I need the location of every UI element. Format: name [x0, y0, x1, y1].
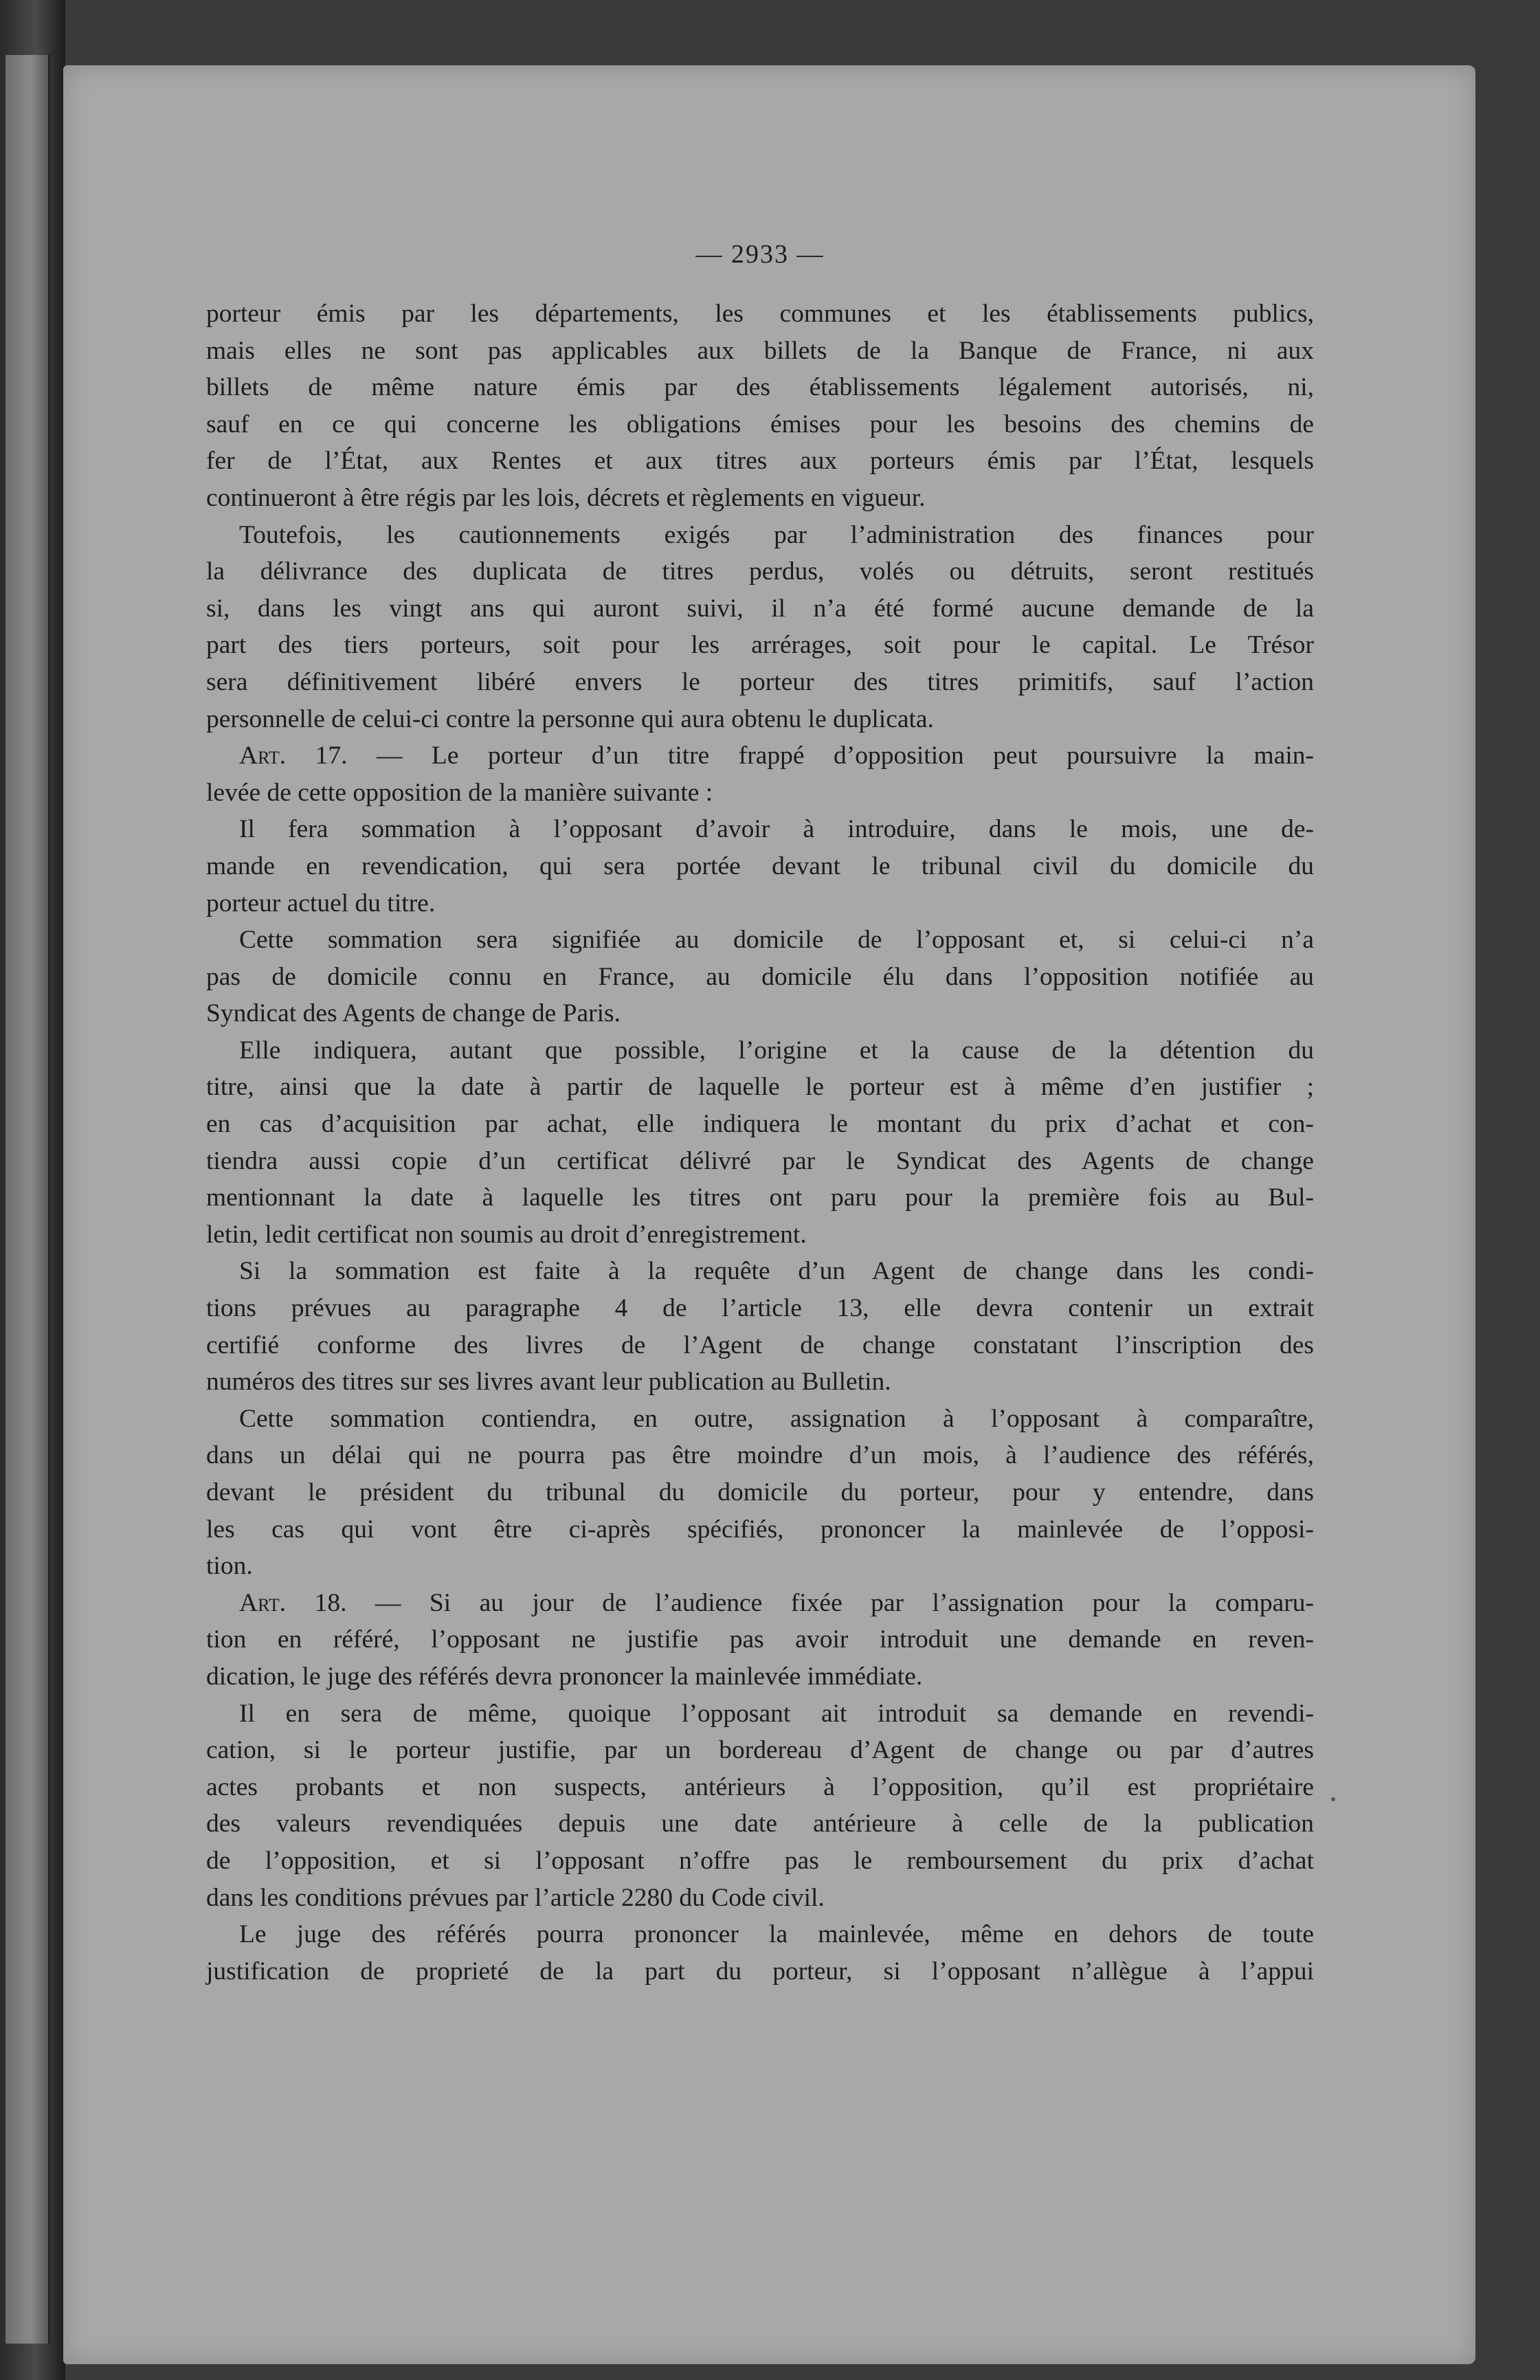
- text-line: mentionnant la date à laquelle les titres ont paru pour la première fois au Bul-: [206, 1183, 1314, 1212]
- text-line: justification de proprieté de la part du porteur, si l’opposant n’allègue à l’appui: [206, 1957, 1314, 1986]
- document-page: [63, 65, 1475, 2364]
- text-line: dication, le juge des référés devra prononcer la mainlevée immédiate.: [206, 1662, 923, 1691]
- paper-speck: [1331, 1797, 1335, 1801]
- text-line: tion en référé, l’opposant ne justifie pas avoir introduit une demande en reven-: [206, 1625, 1314, 1654]
- text-line: tion.: [206, 1552, 253, 1581]
- text-line: titre, ainsi que la date à partir de laquelle le porteur est à même d’en justifier ;: [206, 1073, 1314, 1102]
- article-label: Art.: [239, 1588, 287, 1617]
- text-line: tions prévues au paragraphe 4 de l’article 13, elle devra contenir un extrait: [206, 1294, 1314, 1323]
- text-line: Elle indiquera, autant que possible, l’origine et la cause de la détention du: [239, 1036, 1314, 1065]
- text-line: tiendra aussi copie d’un certificat délivré par le Syndicat des Agents de change: [206, 1146, 1314, 1175]
- text-line: devant le président du tribunal du domicile du porteur, pour y entendre, dans: [206, 1478, 1314, 1506]
- text-line: numéros des titres sur ses livres avant leur publication au Bulletin.: [206, 1368, 891, 1397]
- text-line: porteur émis par les départements, les communes et les établissements publics,: [206, 300, 1314, 328]
- page-number: — 2933 —: [695, 240, 825, 269]
- text-line: mais elles ne sont pas applicables aux billets de la Banque de France, ni aux: [206, 336, 1314, 365]
- text-line: Il en sera de même, quoique l’opposant ait introduit sa demande en revendi-: [239, 1699, 1314, 1728]
- text-line: les cas qui vont être ci-après spécifiés, prononcer la mainlevée de l’opposi-: [206, 1515, 1314, 1544]
- text-line: dans un délai qui ne pourra pas être moindre d’un mois, à l’audience des référés,: [206, 1441, 1314, 1470]
- text-line: Art. 17. — Le porteur d’un titre frappé d’opposition peut poursuivre la main-: [239, 742, 1314, 770]
- text-line: Il fera sommation à l’opposant d’avoir à introduire, dans le mois, une de-: [239, 815, 1314, 844]
- text-line: sauf en ce qui concerne les obligations émises pour les besoins des chemins de: [206, 410, 1314, 438]
- body-text: [206, 296, 1314, 1990]
- text-line: dans les conditions prévues par l’article 2280 du Code civil.: [206, 1883, 825, 1912]
- text-line: Syndicat des Agents de change de Paris.: [206, 999, 621, 1028]
- text-line: Toutefois, les cautionnements exigés par l’administration des finances pour: [239, 520, 1314, 549]
- text-line: part des tiers porteurs, soit pour les arrérages, soit pour le capital. Le Trésor: [206, 631, 1314, 660]
- text-line: porteur actuel du titre.: [206, 889, 436, 917]
- text-line: si, dans les vingt ans qui auront suivi, il n’a été formé aucune demande de la: [206, 594, 1314, 623]
- text-line: fer de l’État, aux Rentes et aux titres aux porteurs émis par l’État, lesquels: [206, 447, 1314, 476]
- adjacent-page-edge: [5, 55, 50, 2344]
- text-line: la délivrance des duplicata de titres perdus, volés ou détruits, seront restitués: [206, 557, 1314, 586]
- text-line: levée de cette opposition de la manière suivante :: [206, 778, 713, 807]
- text-line: billets de même nature émis par des établissements légalement autorisés, ni,: [206, 373, 1314, 402]
- text-line: actes probants et non suspects, antérieurs à l’opposition, qu’il est propriétaire: [206, 1772, 1314, 1801]
- text-line: de l’opposition, et si l’opposant n’offre pas le remboursement du prix d’achat: [206, 1846, 1314, 1875]
- text-line: letin, ledit certificat non soumis au droit d’enregistrement.: [206, 1220, 807, 1249]
- text-line: Art. 18. — Si au jour de l’audience fixée par l’assignation pour la comparu-: [239, 1588, 1314, 1617]
- text-line: sera définitivement libéré envers le porteur des titres primitifs, sauf l’action: [206, 667, 1314, 696]
- text-line: Si la sommation est faite à la requête d’un Agent de change dans les condi-: [239, 1257, 1314, 1286]
- text-line: continueront à être régis par les lois, décrets et règlements en vigueur.: [206, 483, 926, 512]
- text-line: Cette sommation contiendra, en outre, assignation à l’opposant à comparaître,: [239, 1404, 1314, 1433]
- text-line: cation, si le porteur justifie, par un bordereau d’Agent de change ou par d’autres: [206, 1736, 1314, 1765]
- text-line: Le juge des référés pourra prononcer la mainlevée, même en dehors de toute: [239, 1920, 1314, 1949]
- text-line: des valeurs revendiquées depuis une date antérieure à celle de la publication: [206, 1810, 1314, 1838]
- text-line: mande en revendication, qui sera portée devant le tribunal civil du domicile du: [206, 852, 1314, 880]
- text-line: Cette sommation sera signifiée au domicile de l’opposant et, si celui-ci n’a: [239, 926, 1314, 955]
- article-label: Art.: [239, 742, 287, 770]
- text-line: certifié conforme des livres de l’Agent de change constatant l’inscription des: [206, 1331, 1314, 1359]
- page-text-block: [206, 220, 1314, 1990]
- text-line: en cas d’acquisition par achat, elle indiquera le montant du prix d’achat et con-: [206, 1110, 1314, 1139]
- text-line: personnelle de celui-ci contre la personne qui aura obtenu le duplicata.: [206, 704, 934, 733]
- scanner-background: [0, 0, 65, 2380]
- text-line: pas de domicile connu en France, au domicile élu dans l’opposition notifiée au: [206, 962, 1314, 991]
